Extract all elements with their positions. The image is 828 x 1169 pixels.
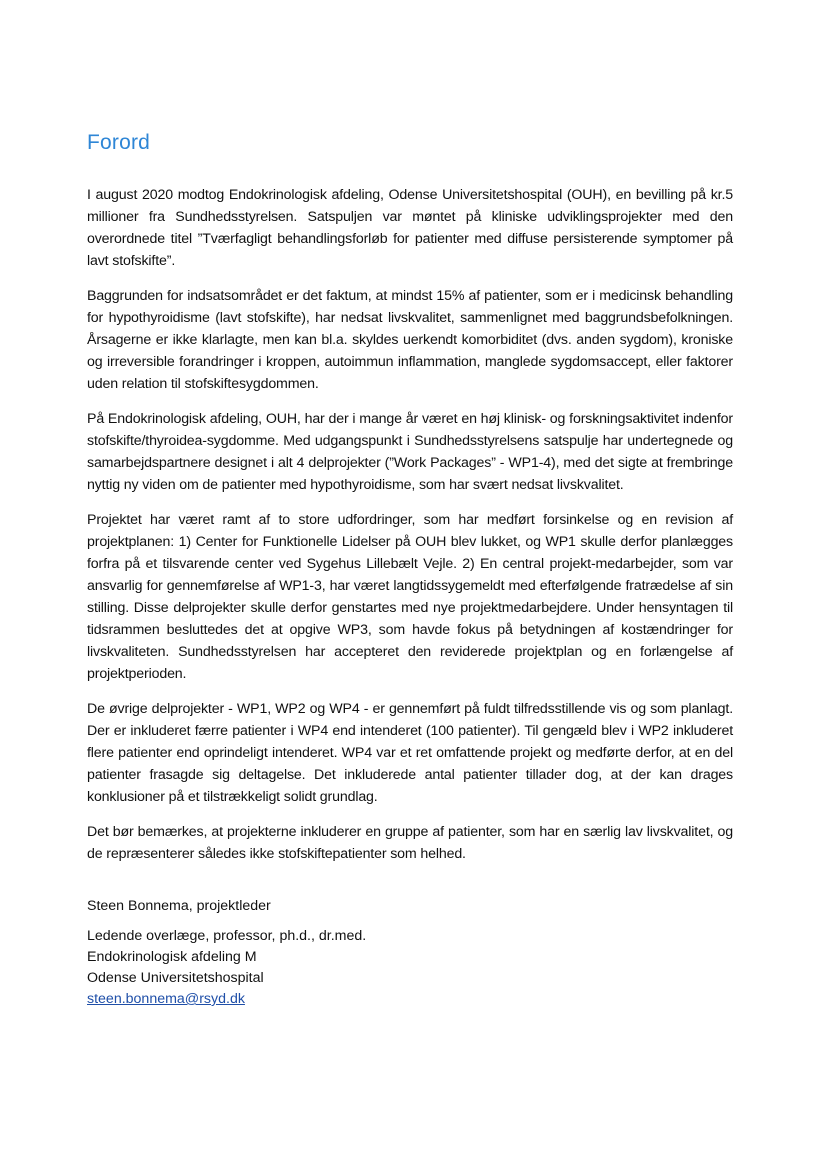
paragraph-note: Det bør bemærkes, at projekterne inkluderer en gruppe af patienter, som har en særlig lav livskvalitet, og de repræsenterer således ikke stofskiftepatienter som helhed. — [87, 824, 733, 862]
signature-block — [87, 896, 366, 1010]
email-link[interactable]: steen.bonnema@rsyd.dk — [87, 991, 245, 1007]
paragraph-challenges: Projektet har været ramt af to store udfordringer, som har medført forsinkelse og en revision af projektplanen: 1) Center for Funktionelle Lidelser på OUH blev lukket, og WP1 skulle derfor planlægges forfra på et tilsvarende center ved Sygehus Lillebælt Vejle. 2) En central projekt-medarbejder, som var ansvarlig for gennemførelse af WP1-3, har været langtidssygemeldt med efterfølgende fratrædelse af sin stilling. Disse delprojekter skulle derfor genstartes med nye projektmedarbejdere. Under hensyntagen til tidsrammen besluttedes det at opgive WP3, som havde fokus på betydningen af kostændringer for livskvaliteten. Sundhedsstyrelsen har accepteret den reviderede projektplan og en forlængelse af projektperioden. — [87, 512, 733, 682]
paragraph-other-subprojects: De øvrige delprojekter - WP1, WP2 og WP4 - er gennemført på fuldt tilfredsstillende vis og som planlagt. Der er inkluderet færre patienter i WP4 end intenderet (100 patienter). Til gengæld blev i WP2 inkluderet flere patienter end oprindeligt intenderet. WP4 var et ret omfattende projekt og medførte derfor, at en del patienter frasagde sig deltagelse. Det inkluderede antal patienter tillader dog, at der kan drages konklusioner på et tilstrækkeligt solidt grundlag. — [87, 701, 733, 805]
signature-spacer — [87, 917, 366, 926]
signature-title: Ledende overlæge, professor, ph.d., dr.med. — [87, 928, 367, 944]
signature-hospital: Odense Universitetshospital — [87, 970, 264, 986]
paragraph-background: Baggrunden for indsatsområdet er det faktum, at mindst 15% af patienter, som er i medicinsk behandling for hypothyroidisme (lavt stofskifte), har nedsat livskvalitet, sammenlignet med baggrundsbefolkningen. Årsagerne er ikke klarlagte, men kan bl.a. skyldes uerkendt komorbiditet (dvs. anden sygdom), kroniske og irreversible forandringer i kroppen, autoimmun inflammation, manglede sygdomsaccept, eller faktorer uden relation til stofskiftesygdommen. — [87, 288, 733, 392]
signature-department: Endokrinologisk afdeling M — [87, 949, 257, 965]
foreword-body — [87, 184, 733, 878]
paragraph-intro: I august 2020 modtog Endokrinologisk afdeling, Odense Universitetshospital (OUH), en bevilling på kr.5 millioner fra Sundhedsstyrelsen. Satspuljen var møntet på kliniske udviklingsprojekter med den overordnede titel ”Tværfagligt behandlingsforløb for patienter med diffuse persisterende symptomer på lavt stofskifte”. — [87, 187, 733, 269]
paragraph-department: På Endokrinologisk afdeling, OUH, har der i mange år været en høj klinisk- og forskningsaktivitet indenfor stofskifte/thyroidea-sygdomme. Med udgangspunkt i Sundhedsstyrelsens satspulje har undertegnede og samarbejdspartnere designet i alt 4 delprojekter (”Work Packages” - WP1-4), med det sigte at frembringe nyttig ny viden om de patienter med hypothyroidisme, som har svært nedsat livskvalitet. — [87, 411, 733, 493]
page-title: Forord — [87, 131, 151, 154]
signature-name: Steen Bonnema, projektleder — [87, 898, 271, 914]
